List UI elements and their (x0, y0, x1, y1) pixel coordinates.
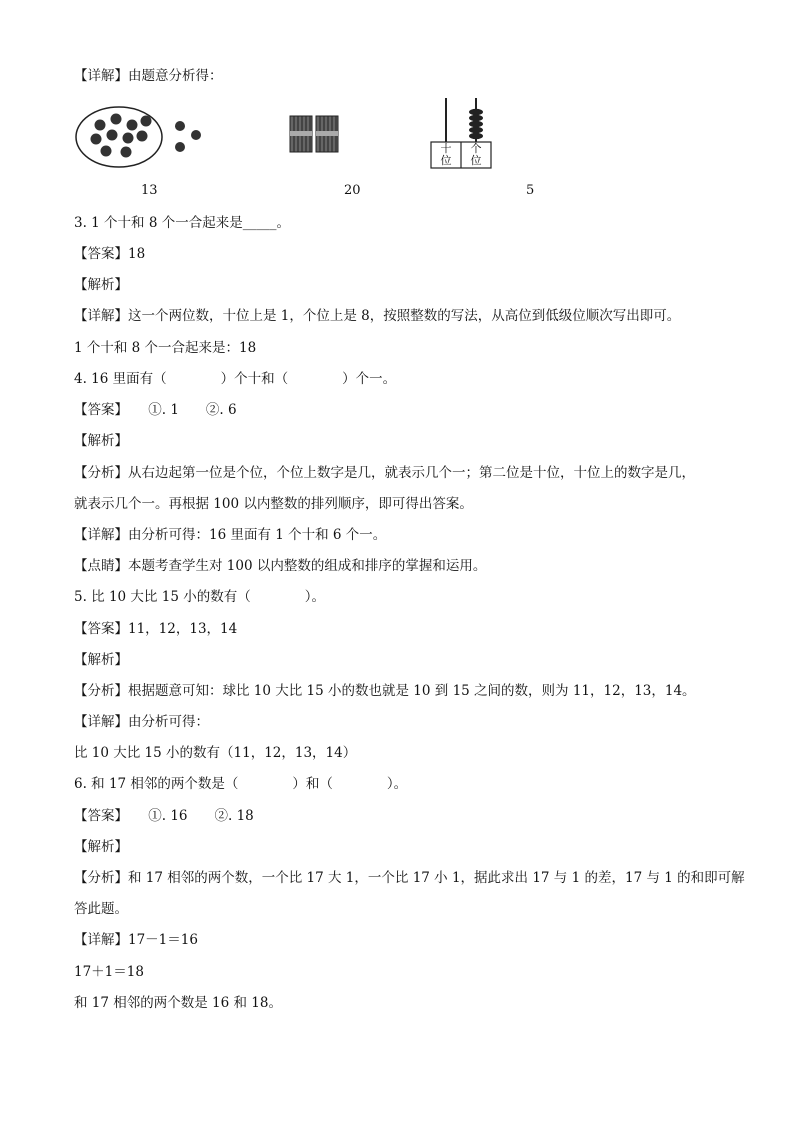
answer-3: 【答案】18 (74, 246, 146, 262)
text-line: 【详解】由题意分析得： (74, 68, 223, 84)
caption-5: 5 (526, 183, 535, 198)
bundles-figure (286, 112, 346, 156)
abacus-ones-label: 个位 (470, 142, 482, 167)
detail-4: 【详解】由分析可得：16 里面有 1 个十和 6 个一。 (74, 527, 387, 543)
abacus-tens-label: 十位 (440, 142, 452, 167)
question-4: 4. 16 里面有（ ）个十和（ ）个一。 (74, 371, 397, 387)
question-5: 5. 比 10 大比 15 小的数有（ ）。 (74, 589, 325, 605)
abacus-figure (428, 96, 494, 170)
detail-5: 【详解】由分析可得： (74, 714, 209, 730)
text-line: 和 17 相邻的两个数是 16 和 18。 (74, 995, 282, 1011)
question-3: 3. 1 个十和 8 个一合起来是_____。 (74, 215, 290, 231)
detail-3: 【详解】这一个两位数，十位上是 1，个位上是 8，按照整数的写法，从高位到低级位顺次写出即可。 (74, 308, 681, 324)
text-line: 1 个十和 8 个一合起来是：18 (74, 340, 257, 356)
analysis-4: 【分析】从右边起第一位是个位，个位上数字是几，就表示几个一；第二位是十位，十位上的数字是几， (74, 465, 695, 481)
analysis-5: 【分析】根据题意可知：球比 10 大比 15 小的数也就是 10 到 15 之间的数，则为 11，12，13，14。 (74, 683, 696, 699)
caption-13: 13 (141, 183, 158, 198)
comment-4: 【点睛】本题考查学生对 100 以内整数的组成和排序的掌握和运用。 (74, 558, 487, 574)
answer-5: 【答案】11，12，13，14 (74, 621, 238, 637)
question-6: 6. 和 17 相邻的两个数是（ ）和（ ）。 (74, 776, 408, 792)
text-line: 比 10 大比 15 小的数有（11，12，13，14） (74, 745, 357, 761)
text-line: 17＋1＝18 (74, 964, 144, 980)
answer-6: 【答案】 ①. 16 ②. 18 (74, 808, 254, 824)
text-line: 答此题。 (74, 901, 128, 917)
dots-group-figure (74, 104, 214, 170)
text-line: 就表示几个一。再根据 100 以内整数的排列顺序，即可得出答案。 (74, 496, 473, 512)
detail-6: 【详解】17－1＝16 (74, 932, 198, 948)
analysis-heading: 【解析】 (74, 652, 128, 668)
answer-4: 【答案】 ①. 1 ②. 6 (74, 402, 237, 418)
analysis-heading: 【解析】 (74, 839, 128, 855)
analysis-6: 【分析】和 17 相邻的两个数，一个比 17 大 1，一个比 17 小 1，据此求出 17 与 1 的差，17 与 1 的和即可解 (74, 870, 745, 886)
analysis-heading: 【解析】 (74, 277, 128, 293)
caption-20: 20 (344, 183, 361, 198)
analysis-heading: 【解析】 (74, 433, 128, 449)
